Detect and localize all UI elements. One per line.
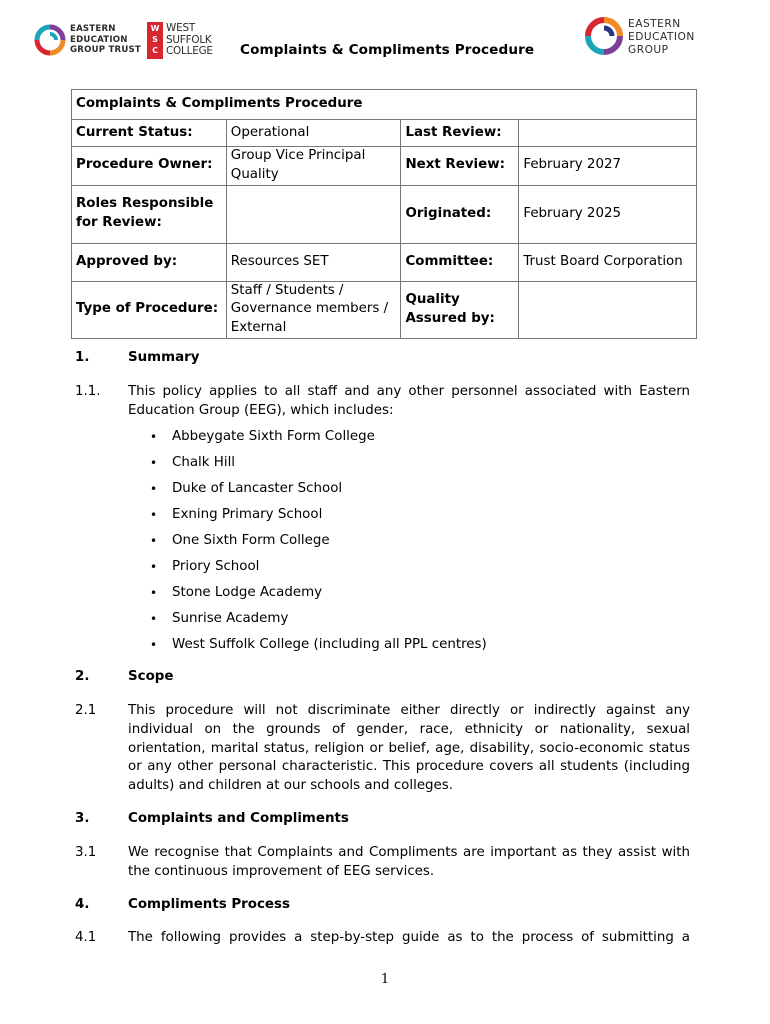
list-item: • Chalk Hill <box>150 455 236 470</box>
next-review-label: Next Review: <box>401 147 519 186</box>
list-item: • Abbeygate Sixth Form College <box>150 429 375 444</box>
section-2-number: 2. <box>75 669 90 684</box>
approved-by-label: Approved by: <box>72 243 227 281</box>
wsc-logo-text: WEST SUFFOLK COLLEGE <box>166 22 213 57</box>
section-2-1-text: This procedure will not discriminate either directly or indirectly against any individual on the grounds of gender, race, ethnicity or nationality, sexual orientation, marital status, religion or belief, age, disability, socio-economic status or any other personal characteristic. This procedure covers all students (including adults) and children at our schools and colleges. <box>128 703 690 794</box>
section-4-1-number: 4.1 <box>75 930 97 945</box>
committee-value: Trust Board Corporation <box>519 243 697 281</box>
last-review-value <box>519 120 697 147</box>
procedure-owner-value: Group Vice Principal Quality <box>226 147 401 186</box>
eastern-education-group-logo <box>584 16 714 62</box>
list-item: • Exning Primary School <box>150 507 323 522</box>
section-2-1-number: 2.1 <box>75 703 97 718</box>
eegt-logo-text: EASTERN EDUCATION GROUP TRUST <box>70 24 141 55</box>
table-title: Complaints & Compliments Procedure <box>72 90 697 120</box>
section-3-heading: Complaints and Compliments <box>128 811 349 826</box>
list-item: • West Suffolk College (including all PPL centres) <box>150 637 487 652</box>
section-4-1-text: The following provides a step-by-step guide as to the process of submitting a <box>128 930 690 945</box>
section-1-1-text: This policy applies to all staff and any other personnel associated with Eastern Education Group (EEG), which includes: <box>128 384 690 418</box>
eeg-logo-text: EASTERN EDUCATION GROUP <box>628 18 695 56</box>
list-item: • Sunrise Academy <box>150 611 289 626</box>
eeg-swirl-icon <box>584 16 624 58</box>
list-item: • Duke of Lancaster School <box>150 481 343 496</box>
section-1-number: 1. <box>75 350 90 365</box>
west-suffolk-college-logo: W S C WEST SUFFOLK COLLEGE <box>147 22 227 62</box>
section-3-number: 3. <box>75 811 90 826</box>
originated-value: February 2025 <box>519 185 697 243</box>
roles-responsible-label: Roles Responsible for Review: <box>72 185 227 243</box>
institutions-list <box>150 428 487 662</box>
section-3-1-number: 3.1 <box>75 845 97 860</box>
quality-assured-value <box>519 281 697 338</box>
page-header <box>0 0 770 80</box>
list-item: • One Sixth Form College <box>150 533 330 548</box>
procedure-info-table <box>71 89 697 339</box>
section-3-1-text: We recognise that Complaints and Compliments are important as they assist with the continuous improvement of EEG services. <box>128 845 690 879</box>
current-status-label: Current Status: <box>72 120 227 147</box>
list-item: • Stone Lodge Academy <box>150 585 323 600</box>
section-2-heading: Scope <box>128 669 174 684</box>
type-of-procedure-label: Type of Procedure: <box>72 281 227 338</box>
procedure-owner-label: Procedure Owner: <box>72 147 227 186</box>
eastern-education-group-trust-logo <box>34 22 144 62</box>
type-of-procedure-value: Staff / Students / Governance members / External <box>226 281 401 338</box>
section-4-heading: Compliments Process <box>128 897 290 912</box>
section-4-number: 4. <box>75 897 90 912</box>
list-item: • Priory School <box>150 559 260 574</box>
last-review-label: Last Review: <box>401 120 519 147</box>
next-review-value: February 2027 <box>519 147 697 186</box>
current-status-value: Operational <box>226 120 401 147</box>
committee-label: Committee: <box>401 243 519 281</box>
roles-responsible-value <box>226 185 401 243</box>
quality-assured-label: Quality Assured by: <box>401 281 519 338</box>
section-1-1-number: 1.1. <box>75 384 101 399</box>
document-header-title: Complaints & Compliments Procedure <box>240 42 535 58</box>
section-1-heading: Summary <box>128 350 200 365</box>
page-number: 1 <box>380 972 390 987</box>
originated-label: Originated: <box>401 185 519 243</box>
eegt-swirl-icon <box>34 24 66 58</box>
approved-by-value: Resources SET <box>226 243 401 281</box>
